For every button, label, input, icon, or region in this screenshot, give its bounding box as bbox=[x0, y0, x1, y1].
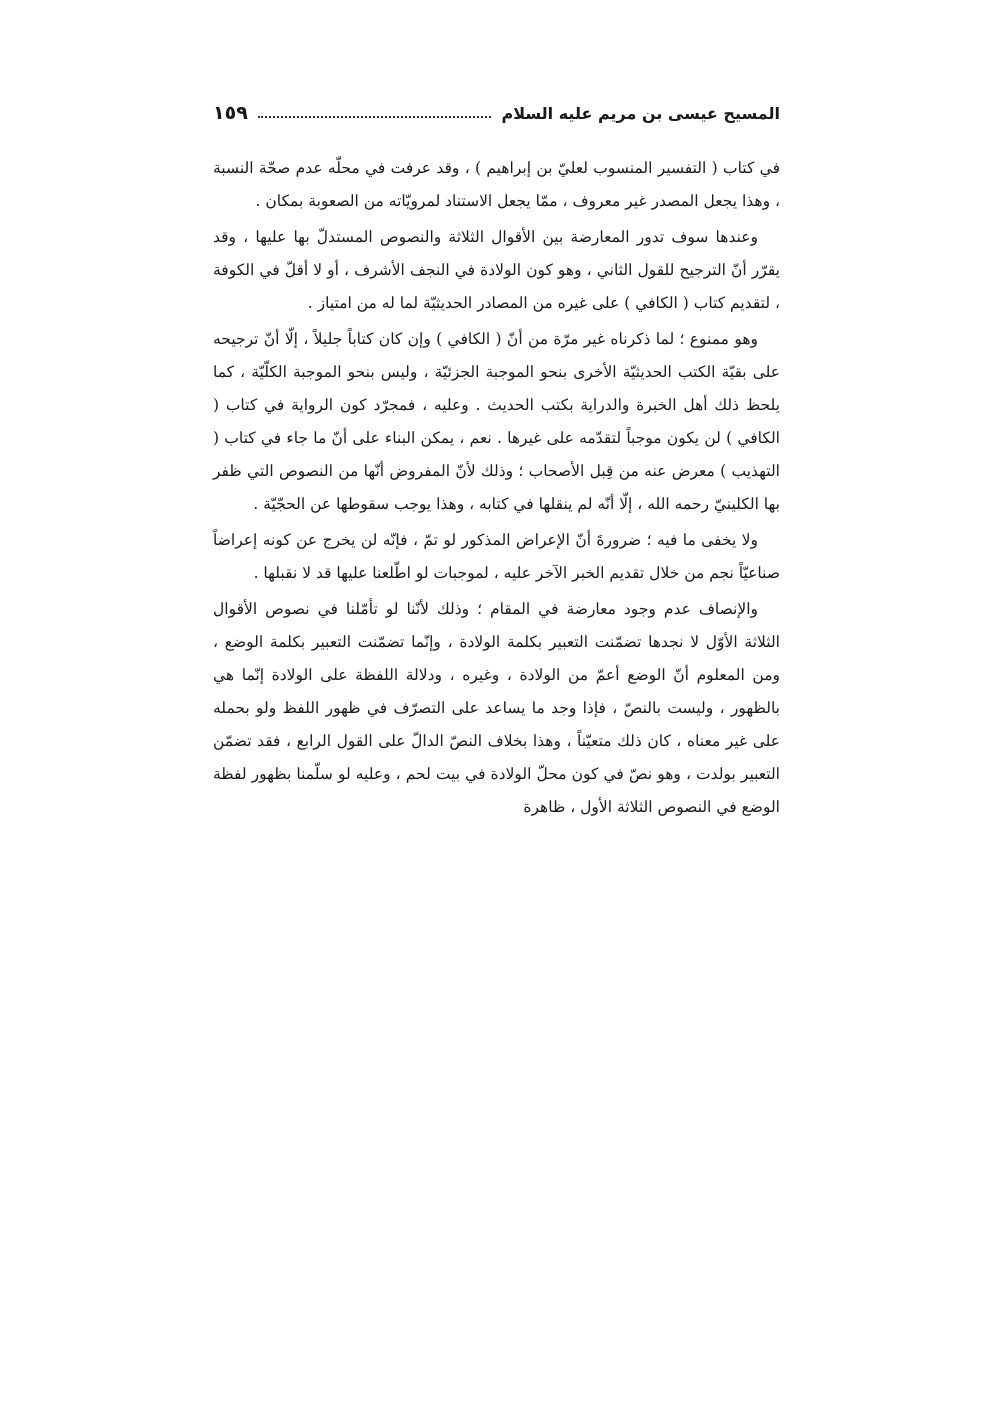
body-text bbox=[213, 152, 780, 824]
paragraph-5: والإنصاف عدم وجود معارضة في المقام ؛ وذلك لأنّنا لو تأمّلنا في نصوص الأقوال الثلاثة الأوّل لا نجدها تضمّنت التعبير بكلمة الولادة ، وإنّما تضمّنت التعبير بكلمة الوضع ، ومن المعلوم أنّ الوضع أعمّ من الولادة ، وغيره ، ودلالة اللفظة على الولادة إنّما هي بالظهور ، وليست بالنصّ ، فإذا وجد ما يساعد على التصرّف في ظهور اللفظ ولو بحمله على غير معناه ، كان ذلك متعيّناً ، وهذا بخلاف النصّ الدالّ على القول الرابع ، فقد تضمّن التعبير بولدت ، وهو نصّ في كون محلّ الولادة في بيت لحم ، وعليه لو سلّمنا بظهور لفظة الوضع في النصوص الثلاثة الأول ، ظاهرة bbox=[213, 600, 780, 816]
paragraph-4: ولا يخفى ما فيه ؛ ضرورةَ أنّ الإعراض المذكور لو تمّ ، فإنّه لن يخرج عن كونه إعراضاً صناعيّاً نجم من خلال تقديم الخبر الآخر عليه ، لموجبات لو اطّلعنا عليها قد لا نقبلها . bbox=[213, 531, 780, 582]
chapter-title: المسيح عيسى بن مريم عليه السلام bbox=[501, 103, 780, 123]
page-number: ١٥٩ bbox=[213, 102, 248, 124]
paragraph-2: وعندها سوف تدور المعارضة بين الأقوال الثلاثة والنصوص المستدلّ بها عليها ، وقد يقرّر أنّ الترجيح للقول الثاني ، وهو كون الولادة في النجف الأشرف ، أو لا أقلّ في الكوفة ، لتقديم كتاب ( الكافي ) على غيره من المصادر الحديثيّة لما له من امتياز . bbox=[213, 228, 780, 312]
paragraph-3: وهو ممنوع ؛ لما ذكرناه غير مرّة من أنّ ( الكافي ) وإن كان كتاباً جليلاً ، إلّا أنّ ترجيحه على بقيّة الكتب الحديثيّة الأخرى بنحو الموجبة الجزئيّة ، وليس بنحو الموجبة الكلّيّة ، كما يلحظ ذلك أهل الخبرة والدراية بكتب الحديث . وعليه ، فمجرّد كون الرواية في كتاب ( الكافي ) لن يكون موجباً لتقدّمه على غيرها . نعم ، يمكن البناء على أنّ ما جاء في كتاب ( التهذيب ) معرض عنه من قِبل الأصحاب ؛ وذلك لأنّ المفروض أنّها من النصوص التي ظفر بها الكلينيّ رحمه الله ، إلّا أنّه لم ينقلها في كتابه ، وهذا يوجب سقوطها عن الحجّيّة . bbox=[213, 330, 780, 513]
running-header bbox=[213, 96, 780, 130]
paragraph-1: في كتاب ( التفسير المنسوب لعليّ بن إبراهيم ) ، وقد عرفت في محلّه عدم صحّة النسبة ، وهذا يجعل المصدر غير معروف ، ممّا يجعل الاستناد لمرويّاته من الصعوبة بمكان . bbox=[213, 159, 780, 210]
leader-dots bbox=[258, 116, 492, 118]
